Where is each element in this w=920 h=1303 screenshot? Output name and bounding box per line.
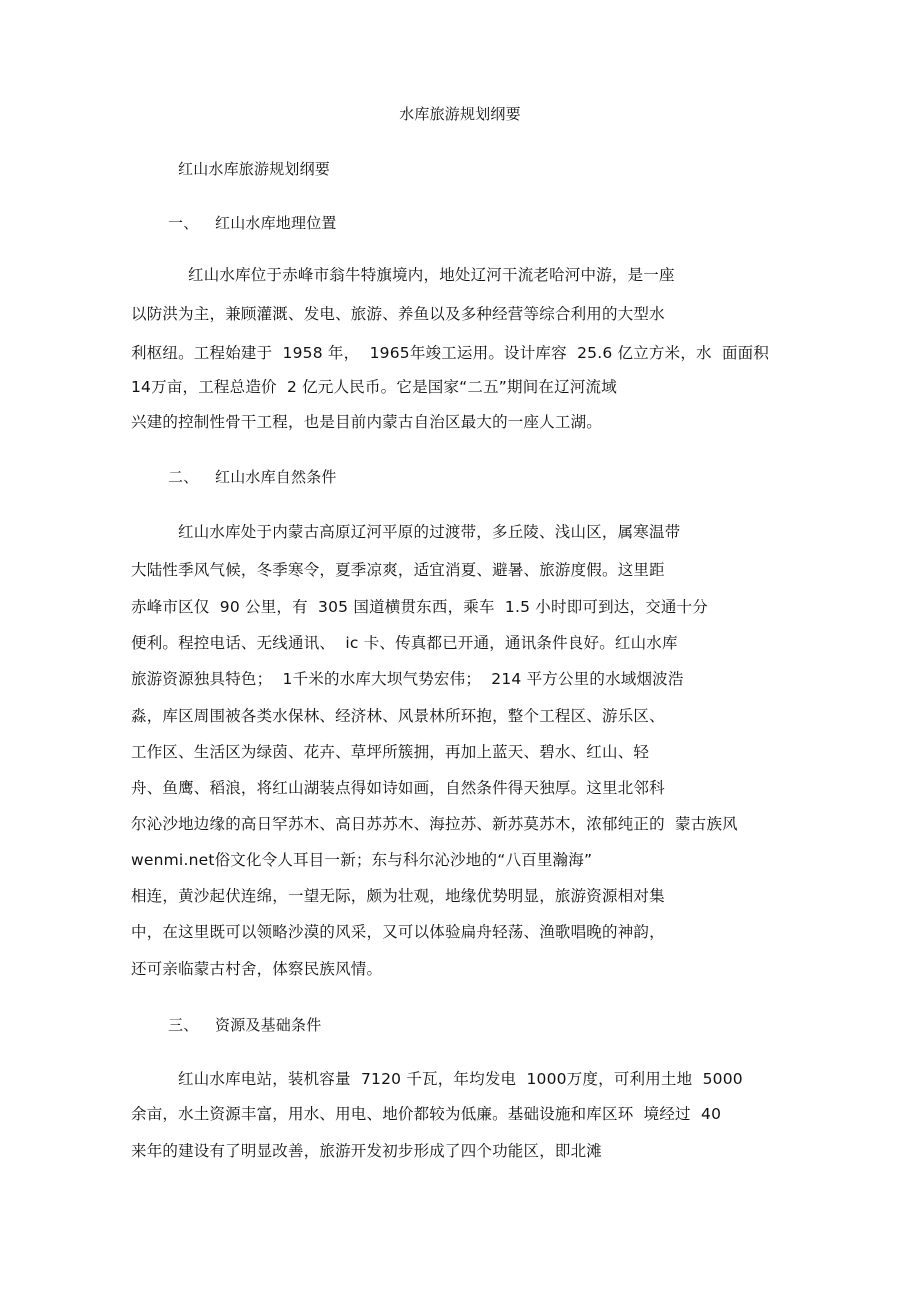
section-3-number: 三、	[168, 1016, 199, 1034]
paragraph-line: 中，在这里既可以领略沙漠的风采，又可以体验扁舟轻荡、渔歌唱晚的神韵，	[131, 923, 665, 941]
paragraph-line: wenmi.net俗文化令人耳目一新；东与科尔沁沙地的“八百里瀚海”	[131, 851, 593, 869]
paragraph-line: 兴建的控制性骨干工程，也是目前内蒙古自治区最大的一座人工湖。	[131, 413, 603, 431]
paragraph-line: 余亩，水土资源丰富，用水、用电、地价都较为低廉。基础设施和库区环 境经过 40	[131, 1105, 722, 1123]
paragraph-line: 淼，库区周围被各类水保林、经济林、风景林所环抱，整个工程区、游乐区、	[131, 707, 665, 725]
paragraph-line: 红山水库处于内蒙古高原辽河平原的过渡带，多丘陵、浅山区，属寒温带	[178, 523, 681, 541]
section-3-heading: 资源及基础条件	[215, 1016, 322, 1034]
paragraph-line: 便利。程控电话、无线通讯、 ic 卡、传真都已开通，通讯条件良好。红山水库	[131, 634, 678, 652]
paragraph-line: 利枢纽。工程始建于 1958 年， 1965年竣工运用。设计库容 25.6 亿立方米，水 面面积	[131, 344, 770, 362]
paragraph-line: 红山水库位于赤峰市翁牛特旗境内，地处辽河干流老哈河中游，是一座	[188, 266, 675, 284]
paragraph-line: 赤峰市区仅 90 公里，有 305 国道横贯东西，乘车 1.5 小时即可到达，交通十分	[131, 598, 709, 616]
paragraph-line: 还可亲临蒙古村舍，体察民族风情。	[131, 960, 383, 978]
paragraph-line: 大陆性季风气候，冬季寒令，夏季凉爽，适宜消夏、避暑、旅游度假。这里距	[131, 561, 665, 579]
section-1-number: 一、	[168, 214, 199, 232]
paragraph-line: 舟、鱼鹰、稻浪，将红山湖装点得如诗如画，自然条件得天独厚。这里北邻科	[131, 779, 665, 797]
section-2-number: 二、	[168, 468, 199, 486]
document-title: 水库旅游规划纲要	[399, 105, 521, 123]
paragraph-line: 相连，黄沙起伏连绵，一望无际，颇为壮观，地缘优势明显，旅游资源相对集	[131, 887, 665, 905]
paragraph-line: 旅游资源独具特色； 1千米的水库大坝气势宏伟； 214 平方公里的水域烟波浩	[131, 670, 684, 688]
paragraph-line: 14万亩，工程总造价 2 亿元人民币。它是国家“二五”期间在辽河流域	[131, 378, 617, 396]
paragraph-line: 以防洪为主，兼顾灌溉、发电、旅游、养鱼以及多种经营等综合利用的大型水	[131, 305, 665, 323]
section-2-heading: 红山水库自然条件	[215, 468, 337, 486]
document-subtitle: 红山水库旅游规划纲要	[178, 160, 331, 178]
paragraph-line: 尔沁沙地边缘的高日罕苏木、高日苏苏木、海拉苏、新苏莫苏木，浓郁纯正的 蒙古族风	[131, 815, 738, 833]
paragraph-line: 工作区、生活区为绿茵、花卉、草坪所簇拥，再加上蓝天、碧水、红山、轻	[131, 743, 650, 761]
paragraph-line: 红山水库电站，装机容量 7120 千瓦，年均发电 1000万度，可利用土地 5000	[178, 1070, 743, 1088]
section-1-heading: 红山水库地理位置	[215, 214, 337, 232]
paragraph-line: 来年的建设有了明显改善，旅游开发初步形成了四个功能区，即北滩	[131, 1142, 603, 1160]
